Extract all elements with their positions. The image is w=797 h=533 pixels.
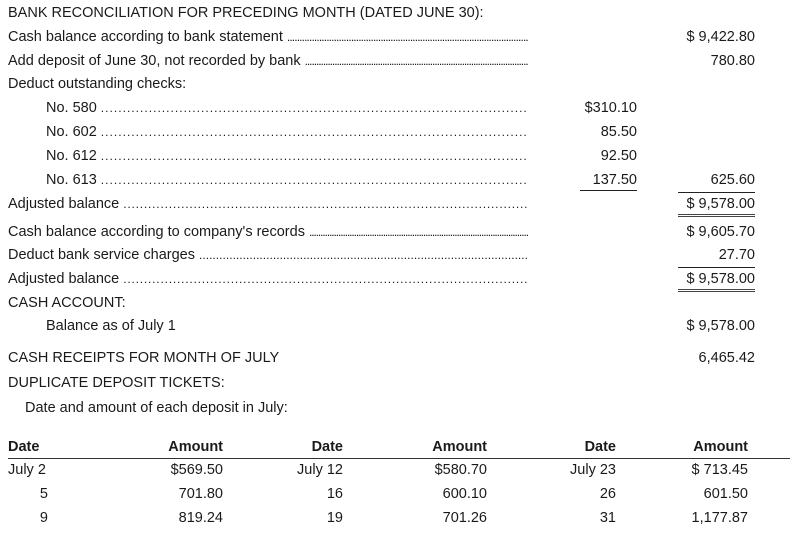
page-title: BANK RECONCILIATION FOR PRECEDING MONTH (DATED JUNE 30): <box>8 5 484 21</box>
underline <box>678 192 755 193</box>
dot-leader: .................................................................................................. <box>304 54 528 68</box>
check-row: No. 602 .................................................................................................. 85.50 <box>46 124 637 140</box>
label-with-leader: Add deposit of June 30, not recorded by bank .................................................................................................. <box>8 53 528 69</box>
dot-leader: .................................................................................................. <box>100 125 528 139</box>
table-header: Date Amount Date Amount Date Amount <box>8 439 748 455</box>
cash-account-heading: CASH ACCOUNT: <box>8 295 126 311</box>
check-row: No. 612 .................................................................................................. 92.50 <box>46 148 637 164</box>
duplicate-heading: DUPLICATE DEPOSIT TICKETS: <box>8 375 225 391</box>
dot-leader: .................................................................................................. <box>123 197 529 211</box>
header-rule <box>8 458 790 459</box>
adjusted-balance-row: Adjusted balance .................................................................................................. $ 9,578.00 <box>0 269 797 289</box>
dot-leader: .................................................................................................. <box>286 30 528 44</box>
label-with-leader: Cash balance according to bank statement .................................................................................................. <box>8 29 528 45</box>
label-with-leader: No. 602 .................................................................................................. <box>46 124 528 140</box>
label-with-leader: Adjusted balance .................................................................................................. <box>8 196 529 212</box>
deposit-row: Add deposit of June 30, not recorded by bank .................................................................................................. 780.80 <box>8 53 755 69</box>
underline <box>580 190 637 191</box>
company-balance-row: Cash balance according to company's records .................................................................................................. $ 9,605.70 <box>8 224 755 240</box>
label-with-leader: No. 580 .................................................................................................. <box>46 100 528 116</box>
balance-july1-row: Balance as of July 1 $ 9,578.00 <box>46 318 755 334</box>
dot-leader: .................................................................................................. <box>100 149 528 163</box>
dot-leader: .................................................................................................. <box>100 101 528 115</box>
deposit-intro: Date and amount of each deposit in July: <box>25 400 288 416</box>
label-with-leader: Cash balance according to company's records .................................................................................................. <box>8 224 528 240</box>
double-underline <box>678 214 755 217</box>
service-charges-row: Deduct bank service charges .................................................................................................. 27.70 <box>8 247 755 263</box>
cash-receipts-row: CASH RECEIPTS FOR MONTH OF JULY 6,465.42 <box>8 350 755 366</box>
dot-leader: .................................................................................................. <box>123 272 529 286</box>
deduct-checks-label: Deduct outstanding checks: <box>8 76 187 92</box>
check-row: No. 613 .................................................................................................. 137.50 625.60 <box>0 170 797 190</box>
underline <box>678 267 755 268</box>
label-with-leader: No. 613 .................................................................................................. <box>46 172 528 188</box>
adjusted-balance-row: Adjusted balance .................................................................................................. $ 9,578.00 <box>0 194 797 214</box>
label-with-leader: Adjusted balance .................................................................................................. <box>8 271 529 287</box>
table-row: 5 701.80 16 600.10 26 601.50 <box>39 486 748 502</box>
dot-leader: .................................................................................................. <box>100 173 528 187</box>
table-row: 9 819.24 19 701.26 31 1,177.87 <box>39 510 748 526</box>
table-row: July 2 $569.50 July 12 $580.70 July 23 $ 713.45 <box>8 462 748 478</box>
dot-leader: .................................................................................................. <box>308 225 528 239</box>
dot-leader: .................................................................................................. <box>199 248 528 262</box>
check-row: No. 580 .................................................................................................. $310.10 <box>46 100 637 116</box>
label-with-leader: Deduct bank service charges .................................................................................................. <box>8 247 528 263</box>
double-underline <box>678 289 755 292</box>
label-with-leader: No. 612 .................................................................................................. <box>46 148 528 164</box>
bank-balance-row: Cash balance according to bank statement .................................................................................................. $ 9,422.80 <box>8 29 755 45</box>
